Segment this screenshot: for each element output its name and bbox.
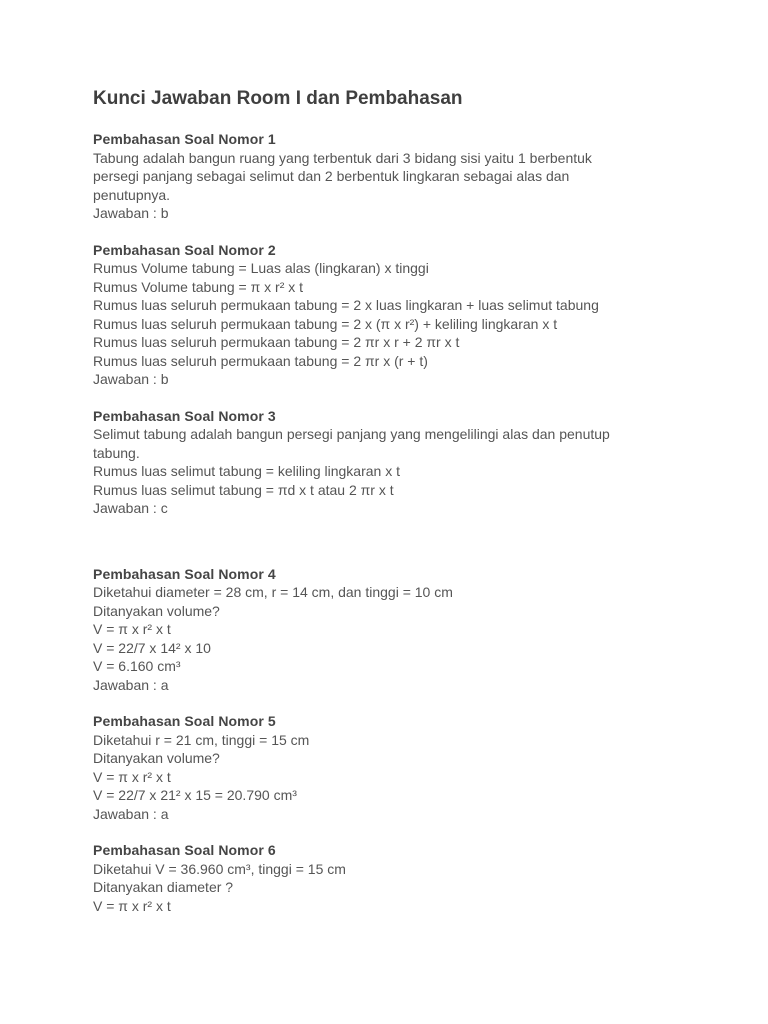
- section-heading: Pembahasan Soal Nomor 5: [93, 713, 276, 729]
- text-line: Rumus luas seluruh permukaan tabung = 2 x luas lingkaran + luas selimut tabung: [93, 297, 599, 313]
- section-soal-5: [93, 712, 753, 823]
- section-spacer: [93, 694, 753, 712]
- text-line: Ditanyakan volume?: [93, 750, 220, 766]
- document-page: [93, 86, 753, 915]
- answer-line: Jawaban : a: [93, 805, 169, 822]
- section-soal-6: [93, 841, 753, 915]
- text-line: V = 22/7 x 21² x 15 = 20.790 cm³: [93, 787, 297, 803]
- answer-line: Jawaban : b: [93, 205, 169, 221]
- section-heading: Pembahasan Soal Nomor 3: [93, 407, 276, 424]
- text-line: Rumus luas seluruh permukaan tabung = 2 πr x (r + t): [93, 352, 428, 369]
- text-line: Ditanyakan volume?: [93, 602, 220, 619]
- text-line: Tabung adalah bangun ruang yang terbentuk dari 3 bidang sisi yaitu 1 berbentuk: [93, 149, 592, 166]
- section-heading: Pembahasan Soal Nomor 1: [93, 131, 276, 147]
- text-line: Rumus luas seluruh permukaan tabung = 2 x (π x r²) + keliling lingkaran x t: [93, 315, 558, 332]
- answer-line: Jawaban : c: [93, 500, 168, 516]
- section-spacer: [93, 518, 753, 565]
- text-line: V = π x r² x t: [93, 621, 171, 637]
- section-soal-3: [93, 407, 753, 518]
- text-line: V = π x r² x t: [93, 768, 171, 785]
- document-title: Kunci Jawaban Room I dan Pembahasan: [93, 88, 463, 109]
- section-spacer: [93, 823, 753, 841]
- text-line: Rumus Volume tabung = Luas alas (lingkaran) x tinggi: [93, 260, 429, 276]
- text-line: V = 22/7 x 14² x 10: [93, 639, 211, 656]
- text-line: tabung.: [93, 444, 140, 461]
- text-line: Diketahui V = 36.960 cm³, tinggi = 15 cm: [93, 860, 346, 877]
- section-heading: Pembahasan Soal Nomor 4: [93, 565, 276, 582]
- section-heading: Pembahasan Soal Nomor 6: [93, 842, 276, 858]
- text-line: Selimut tabung adalah bangun persegi panjang yang mengelilingi alas dan penutup: [93, 426, 610, 442]
- answer-line: Jawaban : a: [93, 676, 169, 693]
- text-line: Rumus luas selimut tabung = πd x t atau 2 πr x t: [93, 481, 394, 498]
- section-spacer: [93, 223, 753, 241]
- text-line: V = π x r² x t: [93, 897, 171, 914]
- text-line: V = 6.160 cm³: [93, 658, 181, 674]
- text-line: Rumus luas selimut tabung = keliling lingkaran x t: [93, 463, 400, 479]
- text-line: penutupnya.: [93, 186, 171, 203]
- section-soal-1: [93, 130, 753, 223]
- answer-line: Jawaban : b: [93, 371, 169, 387]
- text-line: Diketahui diameter = 28 cm, r = 14 cm, dan tinggi = 10 cm: [93, 584, 453, 600]
- text-line: persegi panjang sebagai selimut dan 2 berbentuk lingkaran sebagai alas dan: [93, 168, 570, 184]
- text-line: Diketahui r = 21 cm, tinggi = 15 cm: [93, 731, 310, 748]
- section-heading: Pembahasan Soal Nomor 2: [93, 241, 276, 258]
- section-spacer: [93, 389, 753, 407]
- text-line: Rumus luas seluruh permukaan tabung = 2 πr x r + 2 πr x t: [93, 334, 460, 350]
- text-line: Ditanyakan diameter ?: [93, 879, 234, 895]
- text-line: Rumus Volume tabung = π x r² x t: [93, 278, 304, 295]
- section-soal-2: [93, 241, 753, 389]
- section-soal-4: [93, 565, 753, 695]
